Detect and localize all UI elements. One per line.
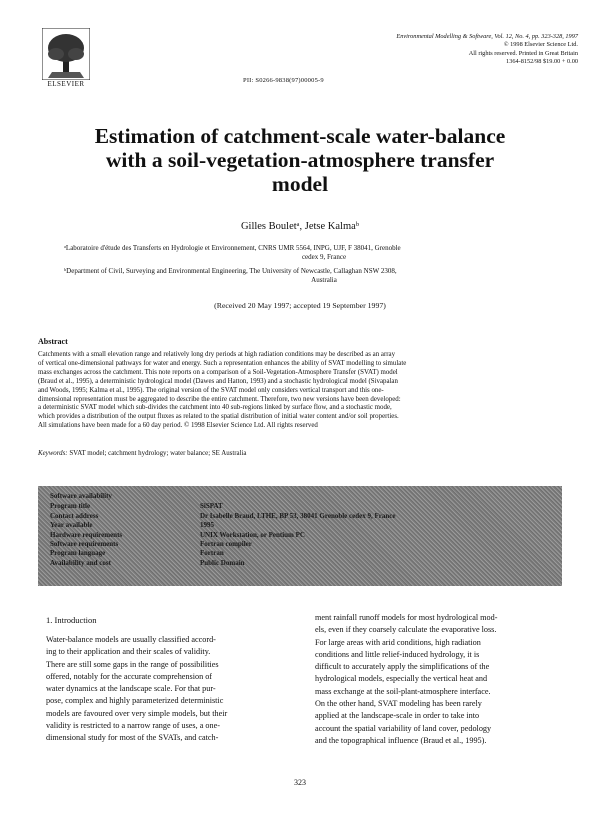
affiliation-line: Australia [311,276,337,284]
affiliation-line: ᵃLaboratoire d'étude des Transferts en Hydrologie et Environnement, CNRS UMR 5564, INPG, UJF, F 38041, Grenoble [64,244,401,252]
left-column [46,634,290,745]
authors: Gilles Bouletᵃ, Jetse Kalmaᵇ [240,221,360,232]
software-availability-box [38,486,562,586]
abstract-line: of vertical one-dimensional pathways for water and energy. Such a representation enhances the ability of SVAT modelling to simulate [38,359,407,367]
body-line: On the other hand, SVAT modeling has been rarely [315,699,482,709]
software-row [50,512,550,521]
abstract-line: and Woods, 1995; Kalma et al., 1995). The original version of the SVAT model only considers vertical transport and this one- [38,386,384,394]
publisher-name: ELSEVIER [47,80,85,88]
abstract-line: (Braud et al., 1995), a deterministic hydrological model (Dawes and Hatton, 1993) and a stochastic hydrological model (Sivapalan [38,377,398,385]
received-dates: (Received 20 May 1997; accepted 19 September 1997) [214,301,386,310]
software-row [50,540,550,549]
software-key: Software requirements [50,540,119,549]
body-line: account the spatial variability of land cover, pedology [315,723,492,733]
affiliation-a [64,244,584,262]
software-row [50,531,550,540]
page-number: 323 [294,778,306,787]
copyright-line: © 1998 Elsevier Science Ltd. [503,41,578,49]
software-value: Public Domain [200,558,245,567]
affiliation-line: ᵇDepartment of Civil, Surveying and Environmental Engineering, The University of Newcastle, Callaghan NSW 2308, [64,267,397,275]
abstract-line: mass exchanges across the catchment. This note reports on a comparison of a Soil-Vegetation-Atmosphere Transfer (SVAT) model [38,368,398,376]
software-box-heading: Software availability [50,492,112,500]
software-value: Dr Isabelle Braud, LTHE, BP 53, 38041 Grenoble cedex 9, France [200,511,396,520]
body-line: hydrological models, especially the vertical heat and [315,674,488,684]
software-row [50,502,550,511]
abstract-line: All simulations have been made for a 60 day period. © 1998 Elsevier Science Ltd. All rights reserved [38,422,318,430]
body-line: applied at the landscape-scale in order to take into [315,711,480,721]
software-key: Hardware requirements [50,530,123,539]
issn-line: 1364-8152/98 $19.00 + 0.00 [506,58,578,66]
body-line: validity is restricted to a narrow range of uses, a one- [46,721,220,731]
journal-citation: Environmental Modelling & Software, Vol. 12, No. 4, pp. 323-328, 1997 [396,33,578,40]
software-value: SiSPAT [200,502,223,511]
section-heading: 1. Introduction [46,615,97,625]
body-line: Water-balance models are usually classified accord- [46,635,216,644]
body-line: difficult to accurately apply the simplifications of the [315,662,490,672]
body-line: dimensional study for most of the SVATs, and catch- [46,733,219,743]
title-line: model [271,172,329,196]
software-value: Fortran [200,549,224,558]
body-line: offered, notably for the accurate comprehension of [46,671,213,681]
body-line: ment rainfall runoff models for most hydrological mod- [315,613,498,622]
body-line: mass exchange at the soil-plant-atmosphere interface. [315,686,491,696]
affiliation-line: cedex 9, France [301,253,347,261]
abstract-line: dimensional representation must be aggregated to describe the entire catchment. Therefore, two new versions have been developed: [38,395,401,403]
tree-icon [42,28,90,80]
publisher-logo [42,28,90,80]
pii-code: PII: S0266-9838(97)00005-9 [243,77,324,84]
affiliation-b [64,267,584,285]
right-column [315,612,563,747]
body-line: There are still some gaps in the range of possibilities [46,659,219,669]
title-line: with a soil-vegetation-atmosphere transfer [105,148,495,172]
software-row [50,559,550,568]
software-key: Program title [50,502,91,511]
abstract-line: a deterministic SVAT model which sub-divides the catchment into 40 sub-regions linked by surface flow, and a stochastic mode, [38,404,392,412]
body-line: models are favoured over very simple models, but their [46,708,228,718]
software-row [50,549,550,558]
body-line: conditions and little relief-induced hydrology, it is [315,649,480,659]
paper-title [20,124,580,196]
title-line: Estimation of catchment-scale water-balance [94,124,506,148]
journal-info [380,33,578,67]
software-value: UNIX Workstation, or Pentium PC [200,530,305,539]
abstract-heading: Abstract [38,337,68,346]
body-line: els, even if they coarsely calculate the evaporative loss. [315,625,497,635]
body-line: and the topographical influence (Braud et al., 1995). [315,735,487,745]
body-line: water dynamics at the landscape scale. For that pur- [46,684,216,694]
keywords-text: SVAT model; catchment hydrology; water balance; SE Australia [69,450,247,457]
software-key: Availability and cost [50,558,111,567]
body-line: pose, complex and highly parameterized deterministic [46,696,224,706]
keywords-label: Keywords: [38,450,68,457]
software-row [50,521,550,530]
body-line: For large areas with arid conditions, high radiation [315,637,481,647]
keywords [38,450,246,457]
software-key: Contact address [50,511,99,520]
body-line: ing to their application and their scales of validity. [46,647,211,657]
software-value: Fortran compiler [200,540,252,549]
abstract-line: Catchments with a small elevation range and relatively long dry periods at high radiation conditions may be described as an array [38,351,396,358]
software-key: Program language [50,549,106,558]
software-key: Year available [50,521,93,530]
abstract-line: which provides a distribution of the output fluxes as related to the spatial distribution of initial water content and/or soil properties. [38,413,399,421]
abstract-body [38,351,562,431]
software-value: 1995 [200,521,214,530]
rights-line: All rights reserved. Printed in Great Britain [468,49,578,57]
